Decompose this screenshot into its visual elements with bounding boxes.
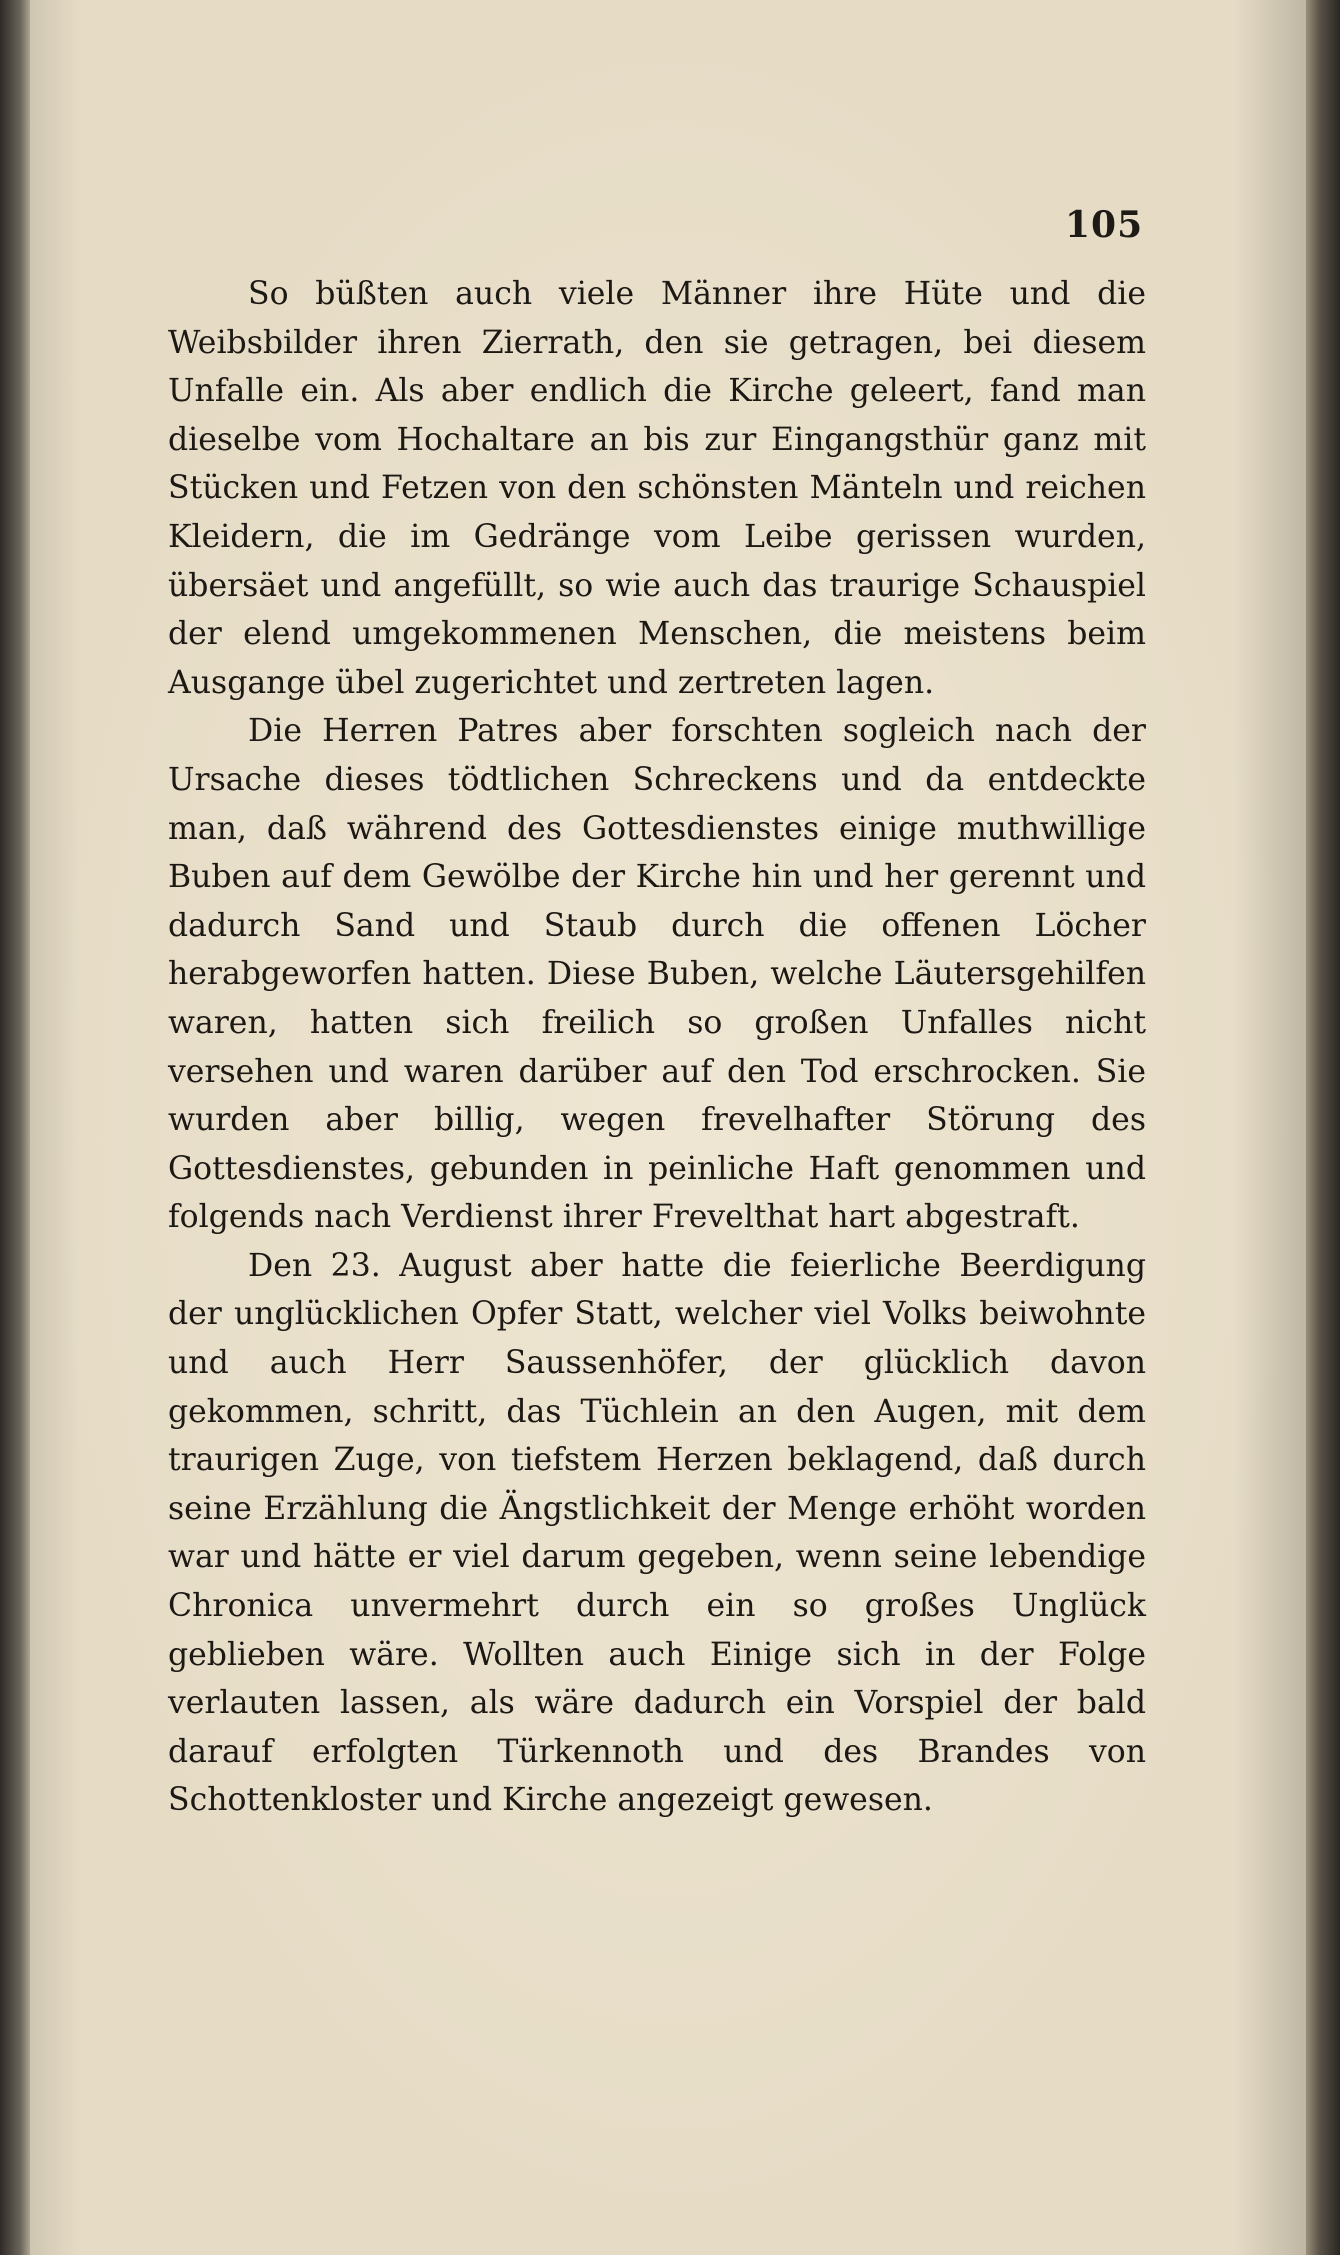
page-edge-right [1306, 0, 1340, 2255]
binding-edge-left [0, 0, 34, 2255]
paragraph-2: Die Herren Patres aber forschten sogleich nach der Ursache dieses tödtlichen Schreckens und da entdeckte man, daß während des Gottesdienstes einige muthwillige Buben auf dem Gewölbe der Kirche hin und her gerennt und dadurch Sand und Staub durch die offenen Löcher herabgeworfen hatten. Diese Buben, welche Läutersgehilfen waren, hatten sich freilich so großen Unfalles nicht versehen und waren darüber auf den Tod erschrocken. Sie wurden aber billig, wegen frevelhafter Störung des Gottesdienstes, gebunden in peinliche Haft genommen und folgends nach Verdienst ihrer Frevelthat hart abgestraft. [168, 713, 1146, 1236]
paragraph-1: So büßten auch viele Männer ihre Hüte und die Weibsbilder ihren Zierrath, den sie getragen, bei diesem Unfalle ein. Als aber endlich die Kirche geleert, fand man dieselbe vom Hochaltare an bis zur Eingangsthür ganz mit Stücken und Fetzen von den schönsten Mänteln und reichen Kleidern, die im Gedränge vom Leibe gerissen wurden, übersäet und angefüllt, so wie auch das traurige Schauspiel der elend umgekommenen Menschen, die meistens beim Ausgange übel zugerichtet und zertreten lagen. [168, 276, 1146, 701]
page-number: 105 [1065, 204, 1144, 246]
body-text [168, 270, 1146, 1825]
book-page [30, 0, 1310, 2255]
paragraph-3: Den 23. August aber hatte die feierliche Beerdigung der unglücklichen Opfer Statt, welcher viel Volks beiwohnte und auch Herr Saussenhöfer, der glücklich davon gekommen, schritt, das Tüchlein an den Augen, mit dem traurigen Zuge, von tiefstem Herzen beklagend, daß durch seine Erzählung die Ängstlichkeit der Menge erhöht worden war und hätte er viel darum gegeben, wenn seine lebendige Chronica unvermehrt durch ein so großes Unglück geblieben wäre. Wollten auch Einige sich in der Folge verlauten lassen, als wäre dadurch ein Vorspiel der bald darauf erfolgten Türkennoth und des Brandes von Schottenkloster und Kirche angezeigt gewesen. [168, 1247, 1146, 1819]
